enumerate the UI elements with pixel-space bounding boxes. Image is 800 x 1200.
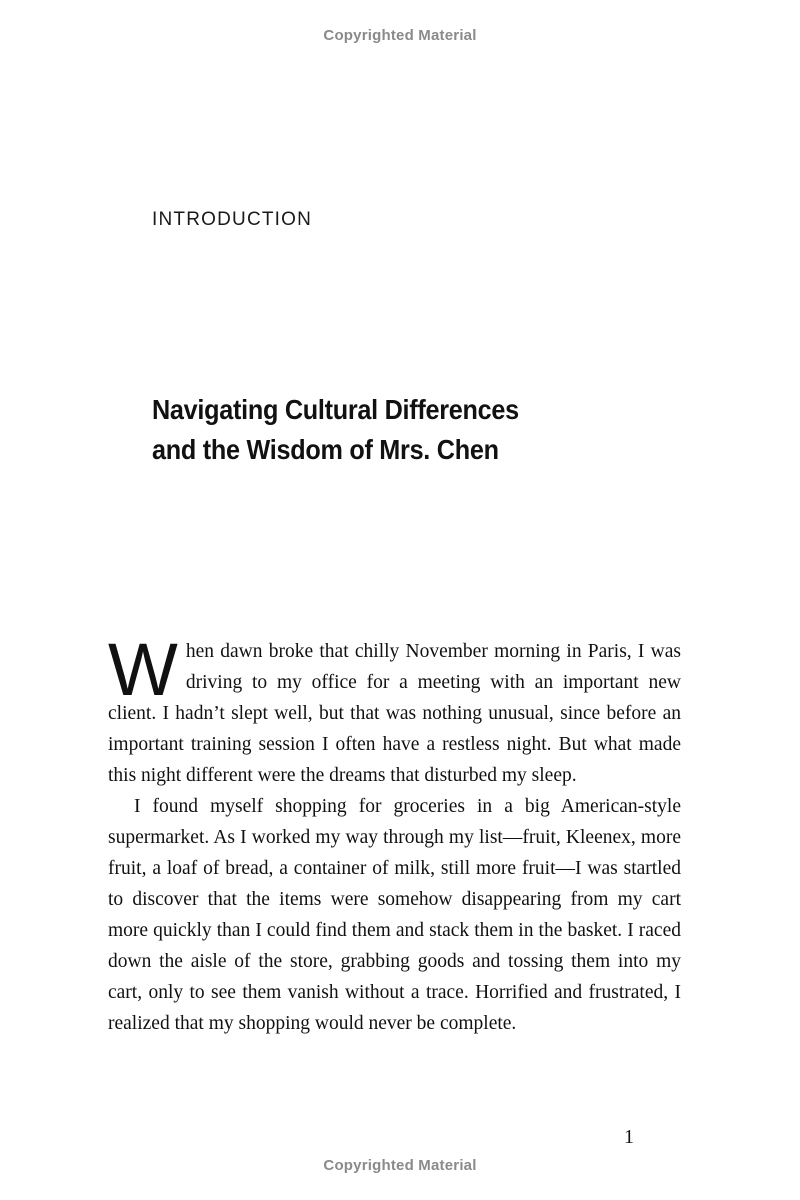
chapter-title [152, 390, 656, 470]
body-text [108, 628, 681, 1039]
watermark-bottom: Copyrighted Material [323, 1157, 477, 1174]
section-label: INTRODUCTION [152, 209, 313, 230]
drop-cap: W [108, 628, 178, 711]
chapter-title-line-1: Navigating Cultural Differences [152, 394, 519, 425]
paragraph-1-text: hen dawn broke that chilly November morning in Paris, I was driving to my office for a meeting with an important new client. I hadn’t slept well, but that was nothing unusual, since before an important training session I often have a restless night. But what made this night different were the dreams that disturbed my sleep. [108, 641, 681, 786]
chapter-title-line-2: and the Wisdom of Mrs. Chen [152, 434, 499, 465]
paragraph-1 [108, 628, 681, 791]
paragraph-2: I found myself shopping for groceries in a big American-style supermarket. As I worked my way through my list—fruit, Kleenex, more fruit, a loaf of bread, a container of milk, still more fruit—I was startled to discover that the items were somehow disappearing from my cart more quickly than I could find them and stack them in the basket. I raced down the aisle of the store, grabbing goods and tossing them into my cart, only to see them vanish without a trace. Horrified and frustrated, I realized that my shopping would never be complete. [108, 796, 681, 1034]
watermark-top: Copyrighted Material [323, 27, 477, 44]
page-number: 1 [624, 1126, 634, 1148]
